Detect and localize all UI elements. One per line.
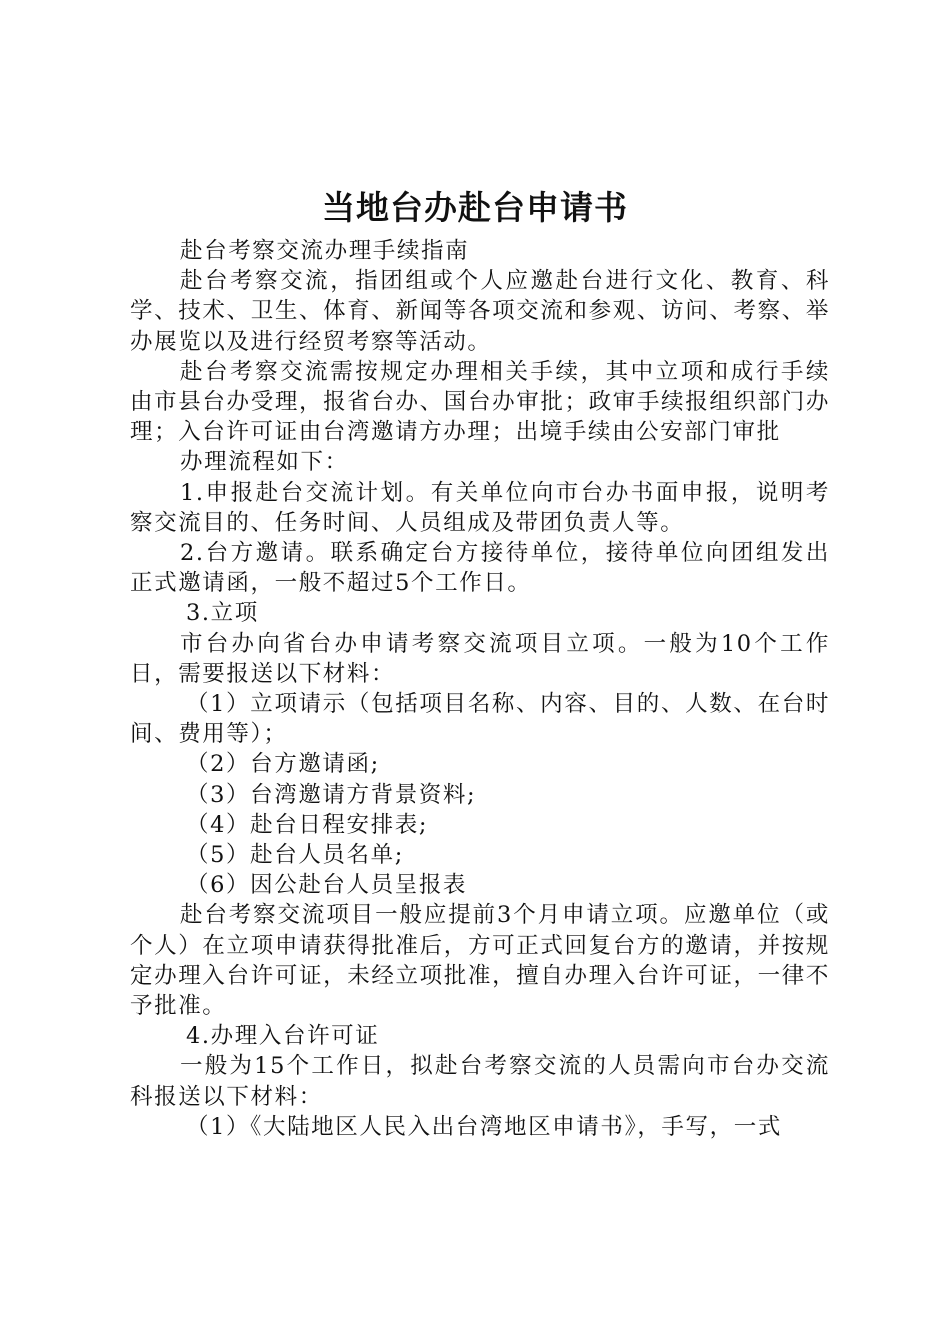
list-item-material-5: （5）赴台人员名单; (186, 842, 404, 869)
paragraph-step-1: 1.申报赴台交流计划。有关单位向市台办书面申报，说明考察交流目的、任务时间、人员组成及带团负责人等。 (130, 479, 830, 536)
list-item-material-6: （6）因公赴台人员呈报表 (186, 872, 468, 899)
document-body (130, 236, 830, 1142)
list-item-material-4: （4）赴台日程安排表; (186, 811, 428, 838)
paragraph-step-3-detail: 市台办向省台办申请考察交流项目立项。一般为10个工作日，需要报送以下材料： (130, 630, 830, 687)
paragraph-step-4-heading: 4.办理入台许可证 (186, 1023, 380, 1050)
document-title: 当地台办赴台申请书 (322, 188, 628, 227)
paragraph-definition: 赴台考察交流，指团组或个人应邀赴台进行文化、教育、科学、技术、卫生、体育、新闻等各项交流和参观、访问、考察、举办展览以及进行经贸考察等活动。 (130, 268, 830, 355)
list-item-permit-material-1: （1）《大陆地区人民入出台湾地区申请书》，手写，一式 (186, 1113, 782, 1140)
paragraph-procedure-overview: 赴台考察交流需按规定办理相关手续，其中立项和成行手续由市县台办受理，报省台办、国台办审批；政审手续报组织部门办理；入台许可证由台湾邀请方办理；出境手续由公安部门审批 (130, 358, 830, 446)
paragraph-step-3-heading: 3.立项 (186, 600, 259, 627)
list-item-material-3: （3）台湾邀请方背景资料; (186, 781, 477, 808)
list-item-material-2: （2）台方邀请函; (186, 751, 380, 778)
paragraph-step-2: 2.台方邀请。联系确定台方接待单位，接待单位向团组发出正式邀请函，一般不超过5个工作日。 (130, 540, 830, 597)
paragraph-process-intro: 办理流程如下： (180, 449, 349, 476)
paragraph-guide-heading: 赴台考察交流办理手续指南 (180, 238, 470, 264)
paragraph-step-4-detail: 一般为15个工作日，拟赴台考察交流的人员需向市台办交流科报送以下材料： (130, 1053, 830, 1110)
paragraph-approval-note: 赴台考察交流项目一般应提前3个月申请立项。应邀单位（或个人）在立项申请获得批准后，方可正式回复台方的邀请，并按规定办理入台许可证，未经立项批准，擅自办理入台许可证，一律不予批准。 (130, 902, 830, 1020)
list-item-material-1: （1）立项请示（包括项目名称、内容、目的、人数、在台时间、费用等）； (130, 691, 830, 748)
